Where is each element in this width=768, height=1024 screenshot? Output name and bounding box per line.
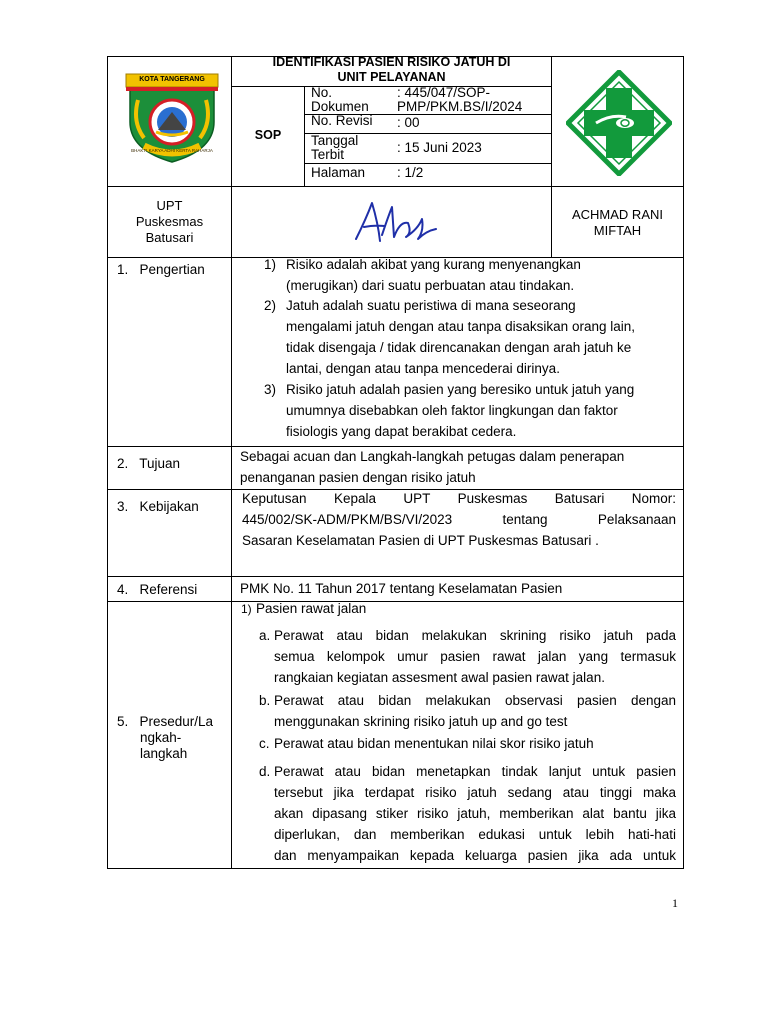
- step-text: Perawat atau bidan menetapkan tindak lanjut untuk pasien: [274, 764, 676, 779]
- sop-title-line2: UNIT PELAYANAN: [337, 70, 446, 84]
- step-letter: a.: [259, 628, 271, 643]
- issue-date-value: : 15 Juni 2023: [397, 140, 482, 155]
- table-border: [107, 186, 684, 187]
- tujuan-text: Sebagai acuan dan Langkah-langkah petugas dalam penerapan: [240, 449, 625, 464]
- emblem-motto-text: BHAKTI KARYA ADHI KERTA RAHARJA: [131, 148, 213, 153]
- table-border: [304, 163, 552, 164]
- tujuan-text: penanganan pasien dengan risiko jatuh: [240, 470, 476, 485]
- sub-list-number: 1): [241, 602, 252, 616]
- list-item: (merugikan) dari suatu perbuatan atau tindakan.: [286, 278, 575, 293]
- table-border: [683, 56, 684, 869]
- table-border: [551, 56, 552, 187]
- org-name: Puskesmas: [135, 214, 204, 229]
- table-border: [107, 489, 684, 490]
- list-number: 2): [264, 298, 277, 313]
- org-name: UPT: [156, 198, 183, 213]
- table-border: [107, 868, 684, 869]
- list-number: 1): [264, 257, 277, 272]
- section-label-kebijakan: 3. Kebijakan: [117, 499, 199, 514]
- kebijakan-text: Keputusan Kepala UPT Puskesmas Batusari Nomor:: [242, 491, 676, 506]
- sop-label: SOP: [254, 128, 282, 142]
- page-value: : 1/2: [397, 165, 424, 180]
- table-border: [231, 56, 232, 869]
- section-label-pengertian: 1. Pengertian: [117, 262, 205, 277]
- step-letter: c.: [259, 736, 270, 751]
- table-border: [231, 86, 552, 87]
- list-item: lantai, dengan atau tanpa mencederai dirinya.: [286, 361, 560, 376]
- signer-name: MIFTAH: [593, 223, 642, 238]
- org-name: Batusari: [145, 230, 194, 245]
- doc-number-label: No.: [311, 85, 333, 100]
- page-number: 1: [672, 896, 678, 910]
- table-border: [107, 576, 684, 577]
- puskesmas-logo: [566, 70, 672, 176]
- issue-date-label: Tanggal: [311, 133, 359, 148]
- signature: [352, 199, 442, 249]
- revision-value: : 00: [397, 115, 420, 130]
- emblem-banner-text: KOTA TANGERANG: [139, 76, 205, 83]
- signer-name: ACHMAD RANI: [571, 207, 663, 222]
- list-item: Jatuh adalah suatu peristiwa di mana seseorang: [286, 298, 576, 313]
- step-text: rangkaian kegiatan assesment awal pasien rawat jalan.: [274, 670, 605, 685]
- table-border: [107, 446, 684, 447]
- list-item: tidak disengaja / tidak direncanakan dengan arah jatuh ke: [286, 340, 632, 355]
- step-text: diperlukan, dan memberikan edukasi untuk lebih hati-hati: [274, 827, 676, 842]
- doc-number-value: : 445/047/SOP-: [397, 85, 491, 100]
- table-border: [107, 56, 108, 869]
- section-label-prosedur: langkah: [140, 746, 188, 761]
- kebijakan-text: 445/002/SK-ADM/PKM/BS/VI/2023 tentang Pelaksanaan: [242, 512, 676, 527]
- revision-label: No. Revisi: [311, 113, 373, 128]
- list-item: umumnya disebabkan oleh faktor lingkungan dan faktor: [286, 403, 618, 418]
- table-border: [107, 601, 684, 602]
- kebijakan-text: Sasaran Keselamatan Pasien di UPT Puskesmas Batusari .: [242, 533, 599, 548]
- list-item: fisiologis yang dapat berakibat cedera.: [286, 424, 517, 439]
- page-label: Halaman: [311, 165, 366, 180]
- step-letter: b.: [259, 693, 271, 708]
- section-label-tujuan: 2. Tujuan: [117, 456, 181, 471]
- step-letter: d.: [259, 764, 271, 779]
- list-item: Risiko jatuh adalah pasien yang beresiko untuk jatuh yang: [286, 382, 635, 397]
- section-label-referensi: 4. Referensi: [117, 582, 198, 597]
- list-item: mengalami jatuh dengan atau tanpa disaksikan orang lain,: [286, 319, 635, 334]
- step-text: Perawat atau bidan melakukan skrining risiko jatuh pada: [274, 628, 676, 643]
- step-text: tersebut jika terdapat risiko jatuh sedang atau tinggi maka: [274, 785, 676, 800]
- section-label-prosedur: ngkah-: [140, 730, 182, 745]
- sub-list-title: Pasien rawat jalan: [256, 601, 367, 616]
- section-label-prosedur: 5. Presedur/La: [117, 714, 214, 729]
- referensi-text: PMK No. 11 Tahun 2017 tentang Keselamatan Pasien: [240, 581, 563, 596]
- list-number: 3): [264, 382, 277, 397]
- step-text: Perawat atau bidan menentukan nilai skor risiko jatuh: [274, 736, 594, 751]
- step-text: akan dipasang stiker risiko jatuh, memberikan alat bantu jika: [274, 806, 676, 821]
- doc-number-value: PMP/PKM.BS/I/2024: [397, 99, 523, 114]
- step-text: dan menyampaikan kepada keluarga pasien jika ada untuk: [274, 848, 676, 863]
- step-text: semua kelompok umur pasien rawat jalan yang termasuk: [274, 649, 676, 664]
- step-text: Perawat atau bidan melakukan observasi pasien dengan: [274, 693, 676, 708]
- list-item: Risiko adalah akibat yang kurang menyenangkan: [286, 257, 581, 272]
- sop-title-line1: IDENTIFIKASI PASIEN RISIKO JATUH DI: [272, 55, 511, 69]
- step-text: menggunakan skrining risiko jatuh up and go test: [274, 714, 568, 729]
- table-border: [304, 86, 305, 187]
- doc-number-label: Dokumen: [311, 99, 369, 114]
- issue-date-label: Terbit: [311, 147, 345, 162]
